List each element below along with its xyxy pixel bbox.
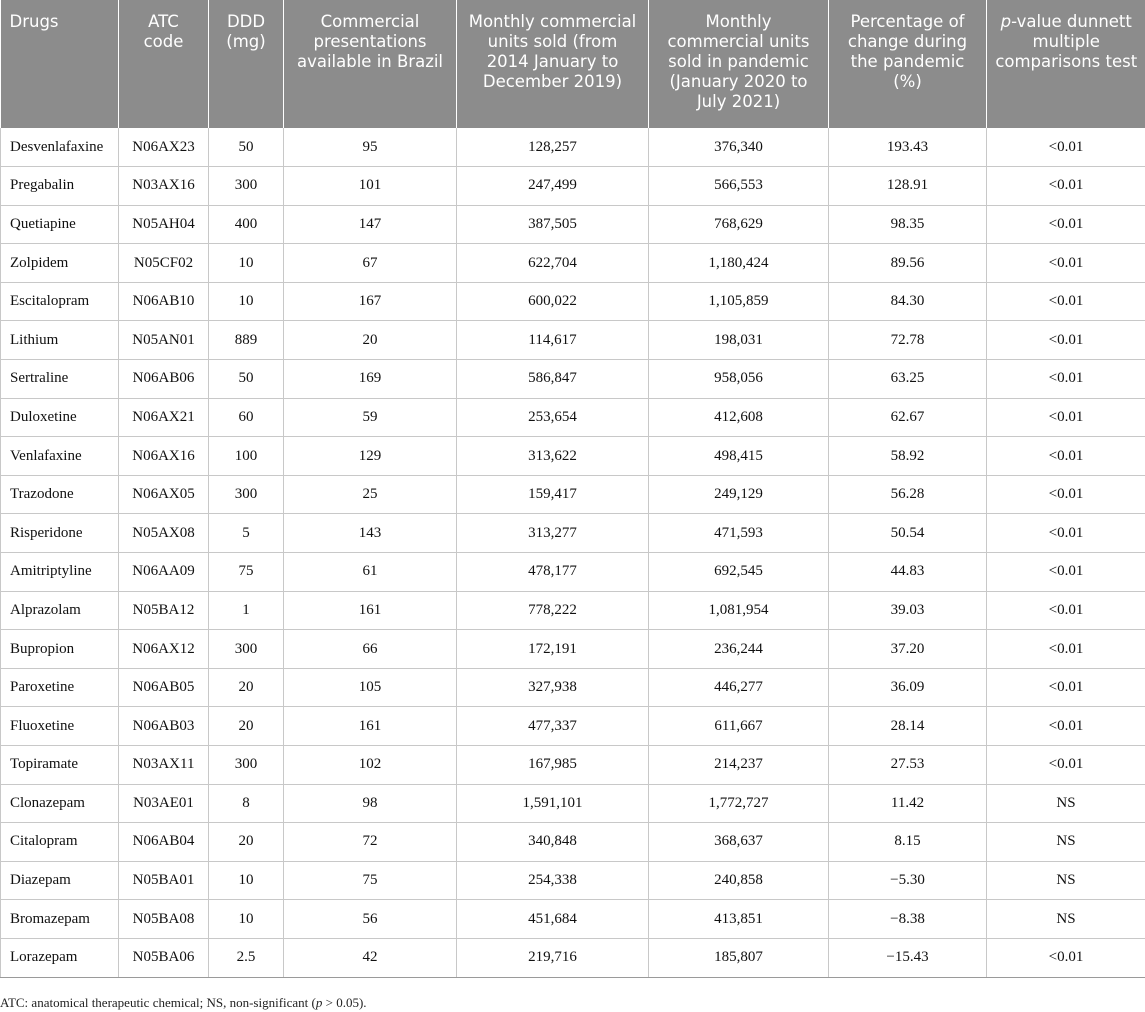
cell-ddd: 300 [209,167,284,206]
cell-ddd: 10 [209,900,284,939]
cell-percentage-change: 39.03 [829,591,987,630]
cell-atc-code: N03AX16 [119,167,209,206]
cell-drug: Citalopram [1,823,119,862]
cell-units-pandemic: 1,772,727 [649,784,829,823]
cell-ddd: 300 [209,630,284,669]
cell-units-2014-2019: 128,257 [457,128,649,167]
cell-p-value: <0.01 [987,398,1145,437]
cell-presentations: 102 [284,746,457,785]
cell-p-value: NS [987,784,1145,823]
cell-percentage-change: 11.42 [829,784,987,823]
cell-units-2014-2019: 313,277 [457,514,649,553]
cell-presentations: 169 [284,360,457,399]
table-row [1,630,1145,669]
cell-presentations: 59 [284,398,457,437]
footnote-text-after: > 0.05). [322,995,367,1010]
p-italic: p [1000,12,1012,31]
cell-drug: Bromazepam [1,900,119,939]
table-footnote [0,995,367,1011]
cell-atc-code: N05BA12 [119,591,209,630]
cell-ddd: 50 [209,128,284,167]
cell-drug: Sertraline [1,360,119,399]
cell-presentations: 42 [284,938,457,977]
cell-ddd: 60 [209,398,284,437]
cell-units-pandemic: 185,807 [649,938,829,977]
cell-units-pandemic: 471,593 [649,514,829,553]
cell-units-2014-2019: 253,654 [457,398,649,437]
cell-percentage-change: 58.92 [829,437,987,476]
cell-drug: Quetiapine [1,205,119,244]
cell-atc-code: N05AH04 [119,205,209,244]
table-row [1,668,1145,707]
cell-units-pandemic: 1,180,424 [649,244,829,283]
cell-presentations: 129 [284,437,457,476]
cell-units-pandemic: 692,545 [649,553,829,592]
cell-p-value: <0.01 [987,591,1145,630]
cell-units-pandemic: 214,237 [649,746,829,785]
cell-atc-code: N06AX16 [119,437,209,476]
cell-units-2014-2019: 327,938 [457,668,649,707]
cell-percentage-change: 62.67 [829,398,987,437]
cell-ddd: 20 [209,707,284,746]
table-row [1,244,1145,283]
cell-units-2014-2019: 451,684 [457,900,649,939]
cell-drug: Paroxetine [1,668,119,707]
cell-drug: Lithium [1,321,119,360]
cell-drug: Diazepam [1,861,119,900]
cell-p-value: <0.01 [987,514,1145,553]
cell-atc-code: N06AX12 [119,630,209,669]
cell-units-pandemic: 240,858 [649,861,829,900]
cell-drug: Trazodone [1,475,119,514]
cell-presentations: 20 [284,321,457,360]
table-row [1,128,1145,167]
cell-atc-code: N06AB10 [119,282,209,321]
col-header-drugs: Drugs [1,0,119,128]
cell-atc-code: N05AX08 [119,514,209,553]
cell-units-2014-2019: 586,847 [457,360,649,399]
cell-atc-code: N03AX11 [119,746,209,785]
cell-units-pandemic: 236,244 [649,630,829,669]
table-row [1,900,1145,939]
cell-drug: Amitriptyline [1,553,119,592]
cell-atc-code: N05BA08 [119,900,209,939]
cell-units-pandemic: 413,851 [649,900,829,939]
table-row [1,514,1145,553]
cell-units-pandemic: 611,667 [649,707,829,746]
cell-p-value: <0.01 [987,938,1145,977]
cell-units-2014-2019: 159,417 [457,475,649,514]
table-row [1,746,1145,785]
table-row [1,861,1145,900]
cell-p-value: <0.01 [987,360,1145,399]
cell-drug: Topiramate [1,746,119,785]
cell-percentage-change: 27.53 [829,746,987,785]
table-row [1,553,1145,592]
cell-presentations: 101 [284,167,457,206]
cell-units-pandemic: 446,277 [649,668,829,707]
cell-presentations: 167 [284,282,457,321]
cell-drug: Duloxetine [1,398,119,437]
cell-presentations: 25 [284,475,457,514]
cell-percentage-change: 50.54 [829,514,987,553]
cell-percentage-change: −15.43 [829,938,987,977]
cell-atc-code: N06AX05 [119,475,209,514]
cell-atc-code: N05BA06 [119,938,209,977]
cell-drug: Escitalopram [1,282,119,321]
col-header-units-pandemic: Monthly commercial units sold in pandemic (January 2020 to July 2021) [649,0,829,128]
table-row [1,707,1145,746]
col-header-presentations: Commercial presentations available in Brazil [284,0,457,128]
cell-p-value: <0.01 [987,282,1145,321]
cell-ddd: 20 [209,823,284,862]
table-row [1,475,1145,514]
cell-ddd: 8 [209,784,284,823]
table-row [1,591,1145,630]
cell-units-2014-2019: 219,716 [457,938,649,977]
cell-presentations: 161 [284,591,457,630]
cell-units-2014-2019: 340,848 [457,823,649,862]
cell-atc-code: N06AB03 [119,707,209,746]
cell-atc-code: N06AA09 [119,553,209,592]
cell-units-2014-2019: 600,022 [457,282,649,321]
cell-drug: Clonazepam [1,784,119,823]
cell-percentage-change: 193.43 [829,128,987,167]
cell-units-2014-2019: 114,617 [457,321,649,360]
cell-atc-code: N05CF02 [119,244,209,283]
cell-percentage-change: 72.78 [829,321,987,360]
cell-p-value: <0.01 [987,167,1145,206]
cell-units-pandemic: 376,340 [649,128,829,167]
cell-atc-code: N05BA01 [119,861,209,900]
col-header-atc-code: ATC code [119,0,209,128]
cell-units-pandemic: 498,415 [649,437,829,476]
table-row [1,823,1145,862]
cell-presentations: 105 [284,668,457,707]
cell-percentage-change: −5.30 [829,861,987,900]
header-row [1,0,1145,128]
table-row [1,398,1145,437]
cell-p-value: <0.01 [987,630,1145,669]
cell-units-2014-2019: 172,191 [457,630,649,669]
cell-ddd: 50 [209,360,284,399]
cell-ddd: 5 [209,514,284,553]
cell-p-value: <0.01 [987,205,1145,244]
cell-percentage-change: 37.20 [829,630,987,669]
cell-atc-code: N06AB04 [119,823,209,862]
cell-presentations: 67 [284,244,457,283]
cell-ddd: 300 [209,746,284,785]
cell-p-value: <0.01 [987,707,1145,746]
table-row [1,282,1145,321]
cell-drug: Zolpidem [1,244,119,283]
cell-units-pandemic: 249,129 [649,475,829,514]
cell-atc-code: N06AX21 [119,398,209,437]
cell-p-value: <0.01 [987,553,1145,592]
cell-units-pandemic: 958,056 [649,360,829,399]
cell-percentage-change: 89.56 [829,244,987,283]
cell-units-2014-2019: 477,337 [457,707,649,746]
cell-percentage-change: 84.30 [829,282,987,321]
cell-atc-code: N03AE01 [119,784,209,823]
cell-drug: Pregabalin [1,167,119,206]
p-value-label-rest: -value dunnett multiple comparisons test [995,12,1138,71]
cell-p-value: <0.01 [987,746,1145,785]
cell-ddd: 75 [209,553,284,592]
cell-drug: Fluoxetine [1,707,119,746]
cell-units-pandemic: 412,608 [649,398,829,437]
cell-ddd: 10 [209,282,284,321]
cell-percentage-change: −8.38 [829,900,987,939]
cell-p-value: <0.01 [987,321,1145,360]
cell-presentations: 75 [284,861,457,900]
cell-ddd: 1 [209,591,284,630]
cell-units-pandemic: 1,105,859 [649,282,829,321]
table-row [1,360,1145,399]
cell-presentations: 56 [284,900,457,939]
cell-atc-code: N05AN01 [119,321,209,360]
cell-units-2014-2019: 254,338 [457,861,649,900]
cell-percentage-change: 128.91 [829,167,987,206]
cell-ddd: 100 [209,437,284,476]
cell-percentage-change: 28.14 [829,707,987,746]
cell-units-pandemic: 198,031 [649,321,829,360]
cell-presentations: 147 [284,205,457,244]
cell-ddd: 20 [209,668,284,707]
cell-p-value: NS [987,900,1145,939]
col-header-units-2014-2019: Monthly commercial units sold (from 2014 January to December 2019) [457,0,649,128]
table-row [1,321,1145,360]
cell-percentage-change: 36.09 [829,668,987,707]
cell-units-2014-2019: 313,622 [457,437,649,476]
cell-units-pandemic: 768,629 [649,205,829,244]
col-header-percentage-change: Percentage of change during the pandemic (%) [829,0,987,128]
cell-p-value: <0.01 [987,128,1145,167]
cell-presentations: 98 [284,784,457,823]
cell-percentage-change: 56.28 [829,475,987,514]
cell-ddd: 400 [209,205,284,244]
cell-presentations: 61 [284,553,457,592]
cell-percentage-change: 8.15 [829,823,987,862]
footnote-text-before: ATC: anatomical therapeutic chemical; NS, non-significant ( [0,995,316,1010]
cell-drug: Risperidone [1,514,119,553]
cell-ddd: 889 [209,321,284,360]
cell-atc-code: N06AX23 [119,128,209,167]
footnote-p-italic: p [315,995,323,1010]
table-row [1,437,1145,476]
cell-percentage-change: 63.25 [829,360,987,399]
cell-units-2014-2019: 167,985 [457,746,649,785]
cell-presentations: 95 [284,128,457,167]
cell-ddd: 300 [209,475,284,514]
table-row [1,784,1145,823]
cell-drug: Alprazolam [1,591,119,630]
cell-p-value: <0.01 [987,244,1145,283]
cell-drug: Bupropion [1,630,119,669]
cell-p-value: NS [987,861,1145,900]
cell-presentations: 66 [284,630,457,669]
cell-units-2014-2019: 387,505 [457,205,649,244]
col-header-ddd: DDD (mg) [209,0,284,128]
cell-p-value: <0.01 [987,475,1145,514]
cell-units-pandemic: 368,637 [649,823,829,862]
cell-drug: Desvenlafaxine [1,128,119,167]
table-row [1,938,1145,977]
cell-p-value: <0.01 [987,437,1145,476]
table-body [1,128,1145,977]
cell-units-pandemic: 566,553 [649,167,829,206]
table-row [1,167,1145,206]
cell-units-2014-2019: 778,222 [457,591,649,630]
cell-units-2014-2019: 622,704 [457,244,649,283]
cell-atc-code: N06AB05 [119,668,209,707]
cell-units-2014-2019: 247,499 [457,167,649,206]
cell-presentations: 72 [284,823,457,862]
cell-p-value: <0.01 [987,668,1145,707]
cell-units-pandemic: 1,081,954 [649,591,829,630]
cell-units-2014-2019: 478,177 [457,553,649,592]
col-header-p-value [987,0,1145,128]
cell-drug: Venlafaxine [1,437,119,476]
cell-p-value: NS [987,823,1145,862]
cell-presentations: 143 [284,514,457,553]
cell-atc-code: N06AB06 [119,360,209,399]
cell-presentations: 161 [284,707,457,746]
cell-percentage-change: 44.83 [829,553,987,592]
cell-ddd: 10 [209,861,284,900]
cell-ddd: 10 [209,244,284,283]
table-row [1,205,1145,244]
cell-units-2014-2019: 1,591,101 [457,784,649,823]
cell-ddd: 2.5 [209,938,284,977]
cell-percentage-change: 98.35 [829,205,987,244]
cell-drug: Lorazepam [1,938,119,977]
